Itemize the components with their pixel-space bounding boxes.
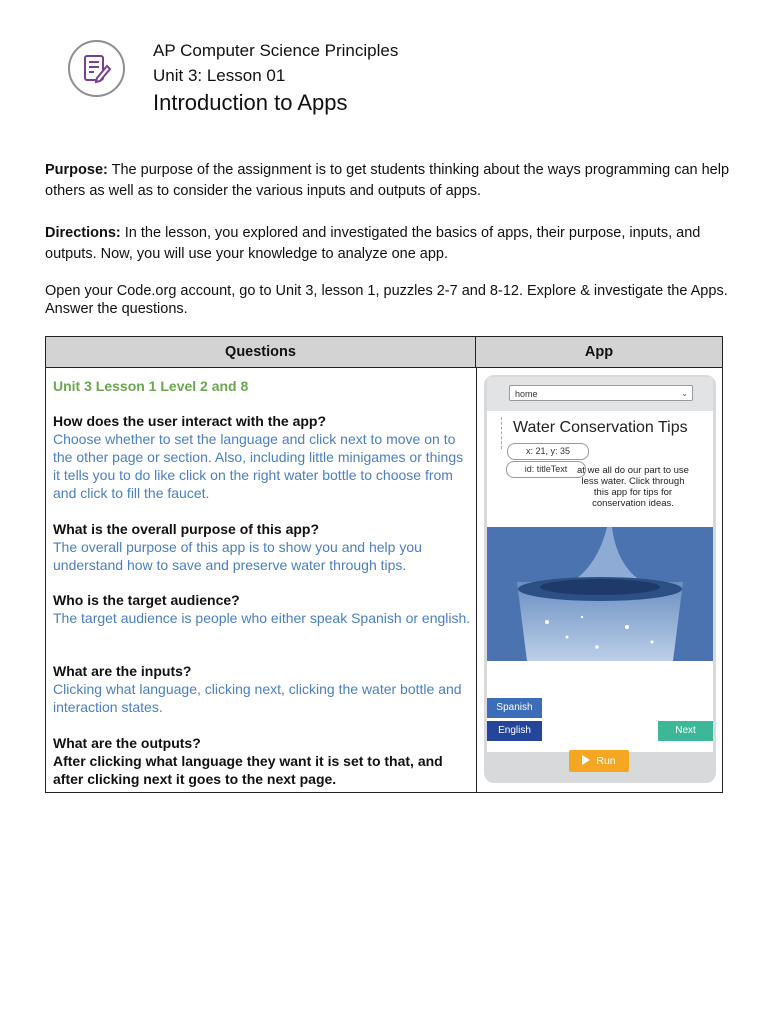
question: What are the outputs? — [53, 735, 201, 751]
question: What are the inputs? — [53, 663, 192, 679]
spanish-button[interactable]: Spanish — [487, 698, 542, 718]
question: How does the user interact with the app? — [53, 413, 327, 429]
page-title: Introduction to Apps — [153, 90, 348, 115]
unit-line — [53, 377, 473, 395]
course-logo — [68, 40, 125, 97]
document-edit-icon — [83, 54, 111, 84]
unit-lesson: Unit 3: Lesson 01 — [153, 66, 286, 85]
chevron-down-icon: ⌄ — [681, 389, 688, 398]
answer: The overall purpose of this app is to show you and help you understand how to save and preserve water through tips. — [53, 539, 422, 573]
answer: After clicking what language they want it is set to that, and after clicking next it goes to the next page. — [53, 753, 443, 787]
screen-dropdown[interactable] — [509, 385, 693, 401]
screen-dropdown-value: home — [515, 389, 538, 399]
purpose-label: Purpose: — [45, 162, 108, 178]
element-id-label: id: titleText — [506, 461, 586, 478]
qa-item — [53, 412, 473, 502]
english-button[interactable]: English — [487, 721, 542, 741]
questions-header: Questions — [46, 337, 476, 368]
purpose-paragraph — [45, 160, 735, 202]
directions-label: Directions: — [45, 225, 121, 241]
app-screenshot — [484, 375, 716, 783]
qa-item — [53, 734, 473, 788]
column-divider — [476, 368, 477, 792]
unit-level-label: Unit 3 Lesson 1 Level 2 and 8 — [53, 378, 249, 394]
water-glass-image — [487, 527, 713, 661]
app-body-text — [513, 465, 693, 509]
question: What is the overall purpose of this app? — [53, 521, 320, 537]
run-label: Run — [596, 755, 616, 767]
run-button[interactable] — [569, 750, 629, 772]
course-name: AP Computer Science Principles — [153, 41, 399, 60]
app-body-text-content: at we all do our part to use less water. Click through this app for tips for conservation ideas. — [577, 465, 689, 509]
selection-guide — [501, 417, 502, 449]
app-screen — [487, 377, 713, 752]
instructions-paragraph: Open your Code.org account, go to Unit 3, lesson 1, puzzles 2-7 and 8-12. Explore & investigate the Apps. Answer the questions. — [45, 283, 728, 317]
directions-paragraph — [45, 223, 735, 265]
qa-item — [53, 591, 473, 627]
coordinate-readout: x: 21, y: 35 — [507, 443, 589, 460]
purpose-text: The purpose of the assignment is to get students thinking about the ways programming can help others as well as to consider the various inputs and outputs of apps. — [45, 162, 730, 199]
answer: The target audience is people who either speak Spanish or english. — [53, 610, 471, 626]
question: Who is the target audience? — [53, 592, 240, 608]
directions-text: In the lesson, you explored and investigated the basics of apps, their purpose, inputs, and outputs. Now, you will use your knowledge to analyze one app. — [45, 225, 701, 262]
next-button[interactable]: Next — [658, 721, 713, 741]
water-glass-illustration — [487, 527, 713, 661]
qa-item — [53, 520, 473, 574]
questions-table — [45, 336, 723, 793]
app-header: App — [476, 337, 722, 368]
answer: Clicking what language, clicking next, clicking the water bottle and interaction states. — [53, 681, 462, 715]
app-title: Water Conservation Tips — [513, 419, 688, 436]
qa-item — [53, 662, 473, 716]
play-icon — [582, 755, 590, 765]
answer: Choose whether to set the language and click next to move on to the other page or section. Also, including little minigames or things it tells you to do like click on the right water bottle to choose from and click to fill the faucet. — [53, 431, 464, 501]
